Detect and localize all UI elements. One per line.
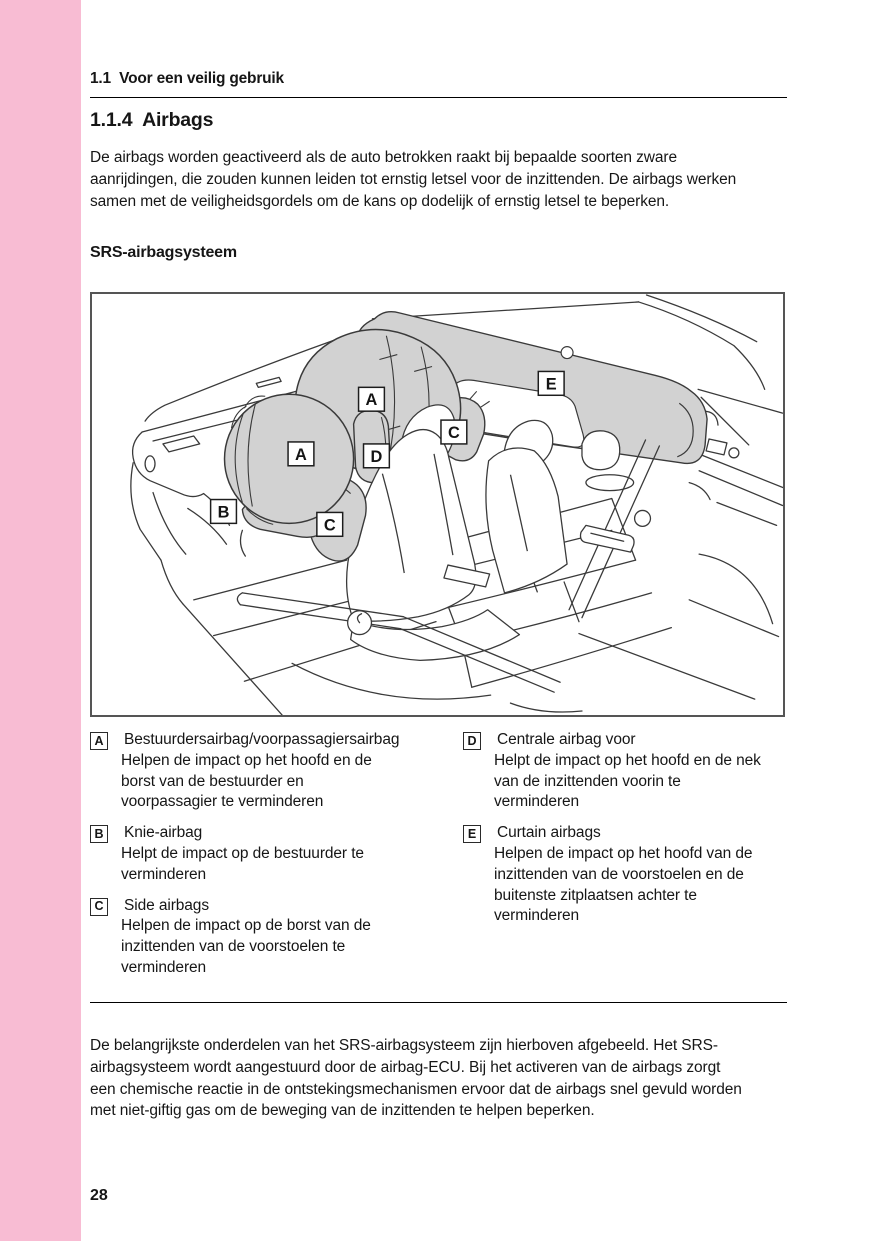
- legend-title: Knie-airbag: [124, 824, 203, 842]
- legend-item-curtain-airbags: [463, 823, 788, 927]
- marker-front-passenger-airbag: [359, 387, 385, 411]
- legend-item-knee-airbag: [90, 823, 463, 885]
- airbag-legend: [90, 730, 788, 989]
- header-rule: [90, 97, 787, 98]
- marker-letter: A: [295, 445, 307, 464]
- marker-letter: C: [323, 516, 336, 535]
- legend-description: Helpen de impact op het hoofd en de borst van de bestuurder en voorpassagier te verminderen: [121, 751, 372, 811]
- legend-key-b: B: [90, 825, 108, 843]
- marker-curtain-airbags: [538, 371, 564, 395]
- marker-driver-airbag: [288, 442, 314, 466]
- legend-title: Side airbags: [124, 896, 209, 914]
- legend-item-side-airbags: [90, 896, 463, 979]
- marker-letter: D: [370, 447, 383, 466]
- legend-column-left: [90, 730, 463, 989]
- legend-item-driver-passenger-airbag: [90, 730, 463, 813]
- marker-letter: A: [365, 391, 378, 410]
- legend-description: Helpt de impact op het hoofd en de nek van de inzittenden voorin te verminderen: [494, 751, 761, 811]
- marker-side-airbag-passenger: [441, 420, 467, 444]
- legend-key-c: C: [90, 898, 108, 916]
- srs-airbag-diagram: [90, 292, 785, 717]
- legend-column-right: [463, 730, 788, 989]
- legend-title: Bestuurdersairbag/voorpassagiersairbag: [124, 731, 400, 748]
- legend-key-a: A: [90, 732, 108, 750]
- marker-knee-airbag: [211, 500, 237, 524]
- car-interior-illustration: [92, 294, 783, 715]
- page-title: 1.1.4 Airbags: [90, 109, 214, 131]
- passenger-seat-shape: [486, 420, 567, 592]
- legend-item-center-airbag: [463, 730, 788, 813]
- legend-description: Helpt de impact op de bestuurder te verminderen: [121, 844, 364, 883]
- legend-title: Curtain airbags: [497, 824, 601, 842]
- legend-key-d: D: [463, 732, 481, 750]
- intro-paragraph: De airbags worden geactiveerd als de auto betrokken raakt bij bepaalde soorten zware aanrijdingen, die zouden kunnen leiden tot ernstig letsel voor de inzittenden. De airbags werken samen met de veiligheidsgordels om de kans op dodelijk of ernstig letsel te beperken.: [90, 149, 737, 210]
- figure-heading: SRS-airbagsysteem: [90, 244, 237, 261]
- marker-side-airbag-driver: [317, 512, 343, 536]
- chapter-header: 1.1 Voor een veilig gebruik: [90, 70, 284, 87]
- legend-bottom-rule: [90, 1002, 787, 1003]
- page-number: 28: [90, 1187, 108, 1204]
- legend-title: Centrale airbag voor: [497, 731, 636, 748]
- legend-key-e: E: [463, 825, 481, 843]
- legend-description: Helpen de impact op het hoofd van de inzittenden van de voorstoelen en de buitenste zitplaatsen achter te verminderen: [494, 844, 753, 925]
- marker-letter: E: [545, 375, 557, 394]
- legend-description: Helpen de impact op de borst van de inzittenden van de voorstoelen te verminderen: [121, 917, 371, 976]
- closing-paragraph: De belangrijkste onderdelen van het SRS-airbagsysteem zijn hierboven afgebeeld. Het SRS-airbagsysteem wordt aangestuurd door de airbag-ECU. Bij het activeren van de airbags zorgt een chemische reactie in de ontstekingsmechanismen ervoor dat de airbags snel gevuld worden met niet-giftig gas om de beweging van de inzittenden te helpen beperken.: [90, 1037, 742, 1120]
- marker-letter: C: [447, 423, 460, 442]
- page-edge-accent-stripe: [0, 0, 81, 1241]
- marker-center-airbag: [364, 444, 390, 468]
- marker-letter: B: [217, 503, 230, 522]
